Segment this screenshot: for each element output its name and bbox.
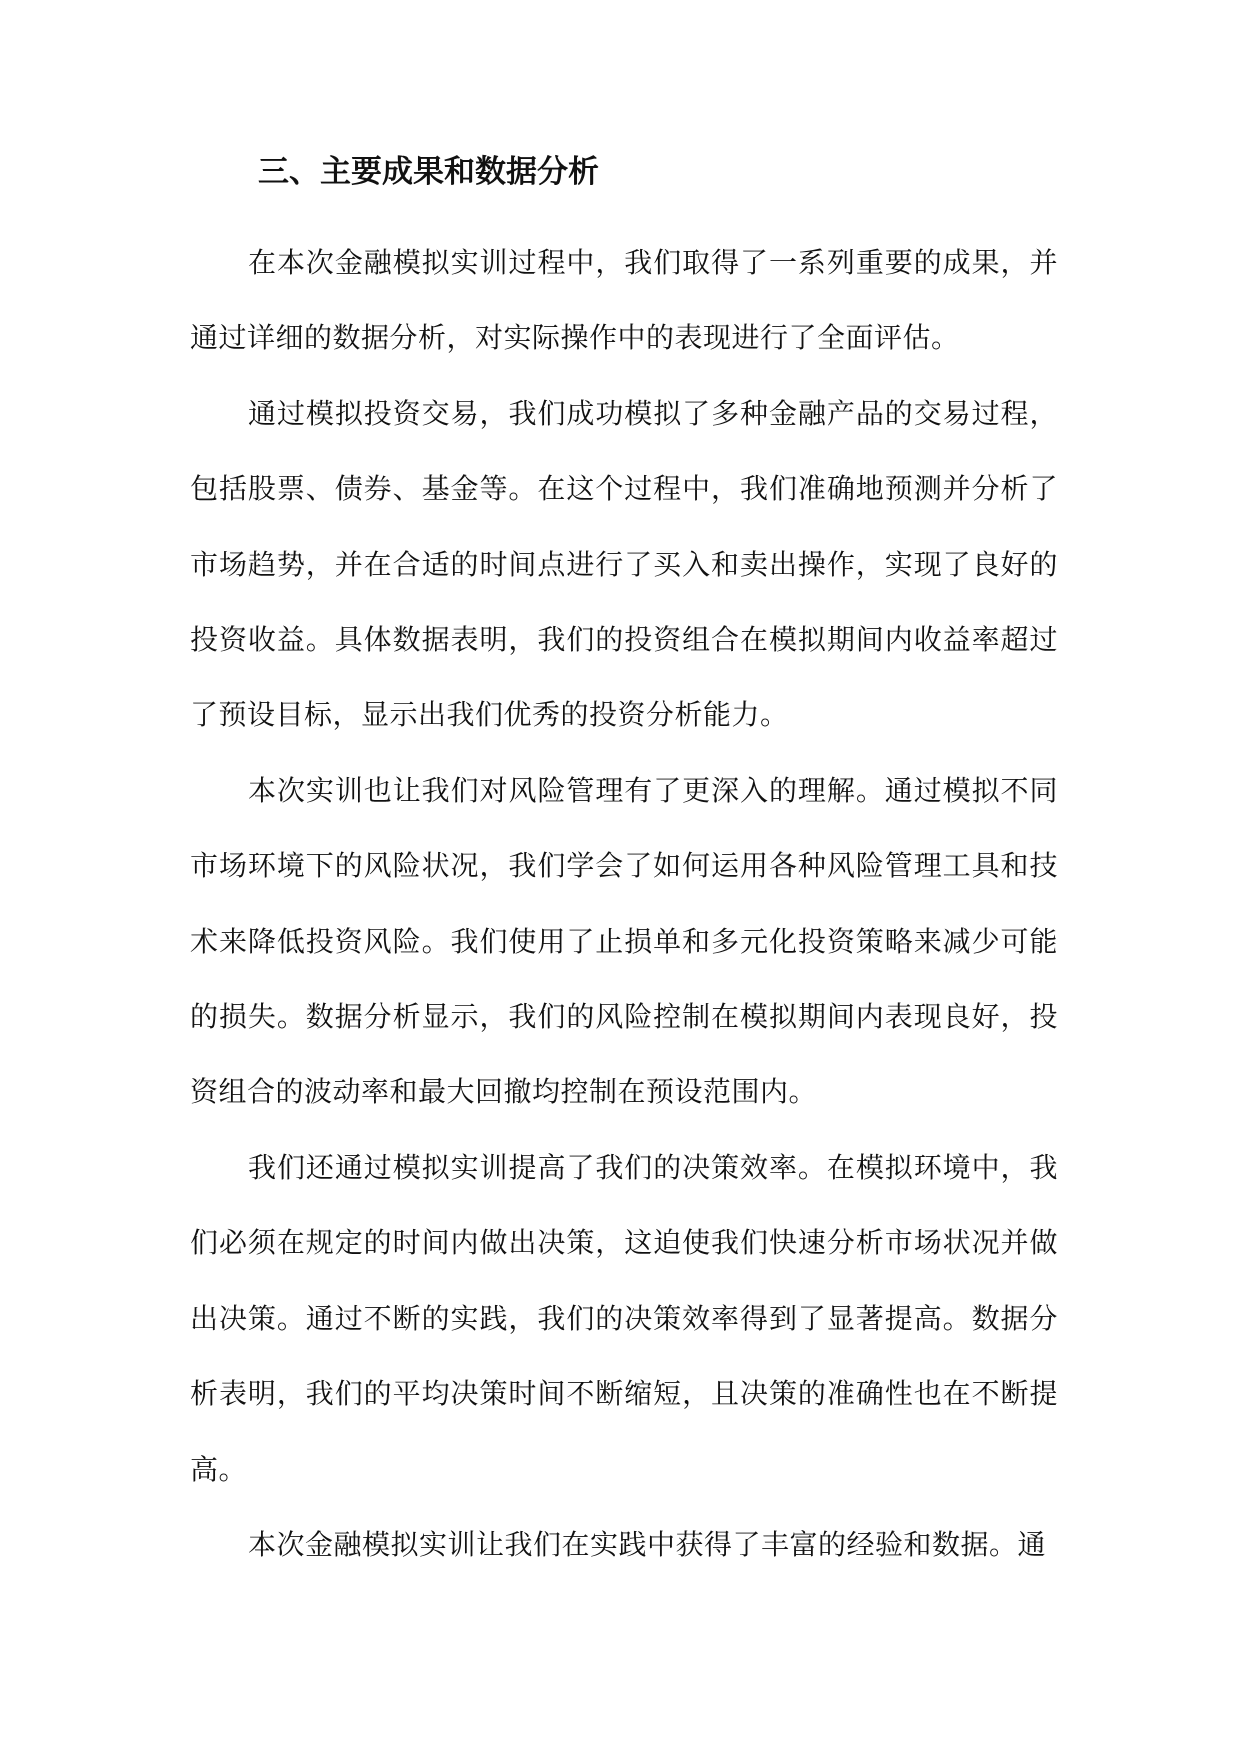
paragraph-investment: 通过模拟投资交易，我们成功模拟了多种金融产品的交易过程，包括股票、债券、基金等。在这个过程中，我们准确地预测并分析了市场趋势，并在合适的时间点进行了买入和卖出操作，实现了良好的投资收益。具体数据表明，我们的投资组合在模拟期间内收益率超过了预设目标，显示出我们优秀的投资分析能力。: [190, 396, 1058, 732]
paragraph-summary: 本次金融模拟实训让我们在实践中获得了丰富的经验和数据。通: [248, 1527, 1047, 1561]
paragraph-risk: 本次实训也让我们对风险管理有了更深入的理解。通过模拟不同市场环境下的风险状况，我们学会了如何运用各种风险管理工具和技术来降低投资风险。我们使用了止损单和多元化投资策略来减少可能的损失。数据分析显示，我们的风险控制在模拟期间内表现良好，投资组合的波动率和最大回撤均控制在预设范围内。: [190, 773, 1058, 1109]
paragraph-intro: 在本次金融模拟实训过程中，我们取得了一系列重要的成果，并通过详细的数据分析，对实际操作中的表现进行了全面评估。: [190, 246, 1058, 355]
paragraph-decision: 我们还通过模拟实训提高了我们的决策效率。在模拟环境中，我们必须在规定的时间内做出决策，这迫使我们快速分析市场状况并做出决策。通过不断的实践，我们的决策效率得到了显著提高。数据分析表明，我们的平均决策时间不断缩短，且决策的准确性也在不断提高。: [190, 1150, 1058, 1486]
document-body: [190, 225, 1058, 1582]
section-heading: 三、主要成果和数据分析: [258, 154, 599, 190]
